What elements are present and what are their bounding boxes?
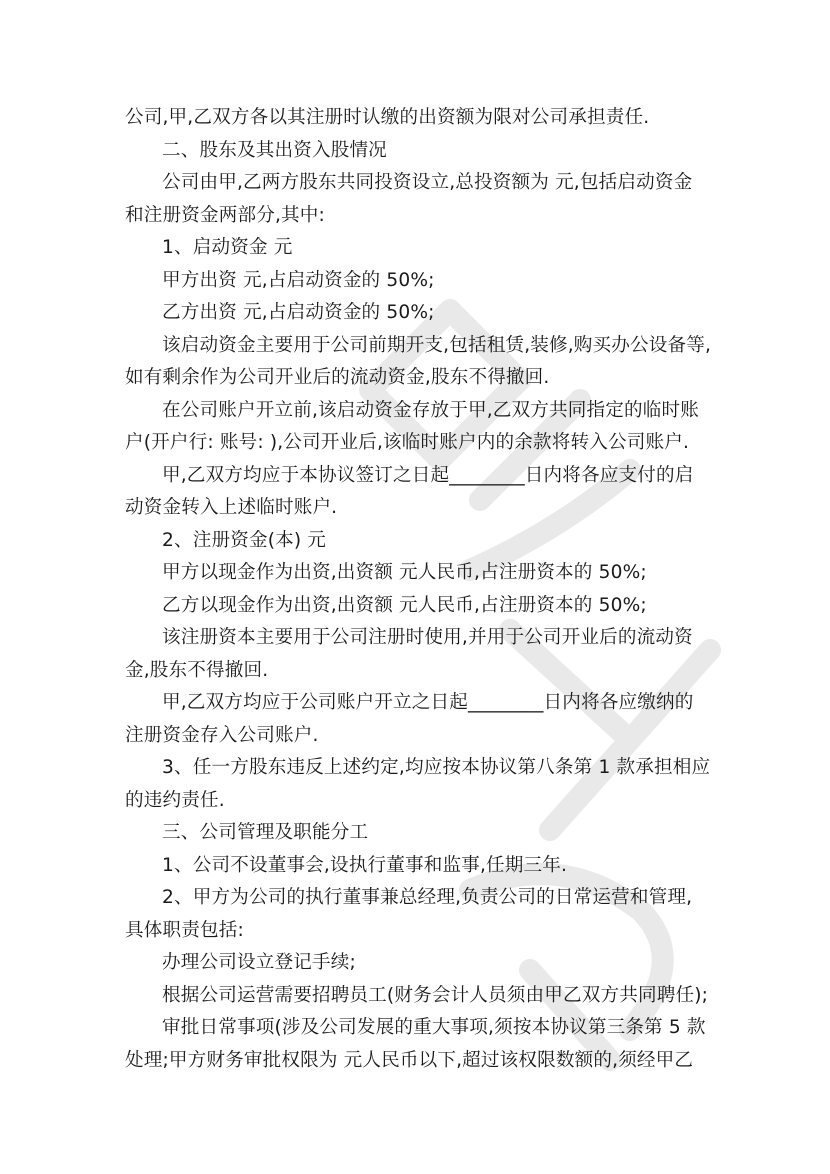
text-line: 二、股东及其出资入股情况 xyxy=(162,139,387,161)
text-line: 处理;甲方财务审批权限为 元人民币以下,超过该权限数额的,须经甲乙 xyxy=(125,1049,694,1071)
text-line: 2、甲方为公司的执行董事兼总经理,负责公司的日常运营和管理, xyxy=(162,887,693,908)
text-line: 甲方以现金作为出资,出资额 元人民币,占注册资本的 50%; xyxy=(162,562,647,583)
text-line: 甲方出资 元,占启动资金的 50%; xyxy=(162,269,435,291)
text-line: 公司,甲,乙双方各以其注册时认缴的出资额为限对公司承担责任. xyxy=(125,107,650,128)
text-line: 户(开户行: 账号: ),公司开业后,该临时账户内的余款将转入公司账户. xyxy=(125,432,690,453)
text-line: 注册资金存入公司账户. xyxy=(125,724,319,746)
text-line: 甲,乙双方均应于本协议签订之日起________日内将各应支付的启 xyxy=(162,464,694,486)
text-line: 3、任一方股东违反上述约定,均应按本协议第八条第 1 款承担相应 xyxy=(162,757,711,778)
text-line: 1、公司不设董事会,设执行董事和监事,任期三年. xyxy=(162,854,568,876)
text-line: 1、启动资金 元 xyxy=(162,237,293,258)
text-line: 在公司账户开立前,该启动资金存放于甲,乙双方共同指定的临时账 xyxy=(162,399,699,421)
text-line: 乙方以现金作为出资,出资额 元人民币,占注册资本的 50%; xyxy=(162,594,647,616)
document-text xyxy=(125,102,715,1077)
text-line: 动资金转入上述临时账户. xyxy=(125,497,338,518)
document-body xyxy=(125,102,715,1077)
text-line: 审批日常事项(涉及公司发展的重大事项,须按本协议第三条第 5 款 xyxy=(162,1017,706,1038)
text-line: 金,股东不得撤回. xyxy=(125,659,269,681)
text-line: 如有剩余作为公司开业后的流动资金,股东不得撤回. xyxy=(125,367,550,388)
text-line: 具体职责包括: xyxy=(125,919,244,941)
text-line: 三、公司管理及职能分工 xyxy=(162,822,369,843)
text-line: 根据公司运营需要招聘员工(财务会计人员须由甲乙双方共同聘任); xyxy=(162,984,709,1006)
text-line: 和注册资金两部分,其中: xyxy=(125,204,325,226)
text-line: 甲,乙双方均应于公司账户开立之日起________日内将各应缴纳的 xyxy=(162,692,694,713)
text-line: 该注册资本主要用于公司注册时使用,并用于公司开业后的流动资 xyxy=(162,627,693,648)
text-line: 该启动资金主要用于公司前期开支,包括租赁,装修,购买办公设备等, xyxy=(162,334,712,356)
text-line: 2、注册资金(本) 元 xyxy=(162,529,327,551)
text-line: 的违约责任. xyxy=(125,789,225,811)
text-line: 公司由甲,乙两方股东共同投资设立,总投资额为 元,包括启动资金 xyxy=(162,172,693,193)
text-line: 乙方出资 元,占启动资金的 50%; xyxy=(162,302,435,323)
text-line: 办理公司设立登记手续; xyxy=(162,952,356,973)
